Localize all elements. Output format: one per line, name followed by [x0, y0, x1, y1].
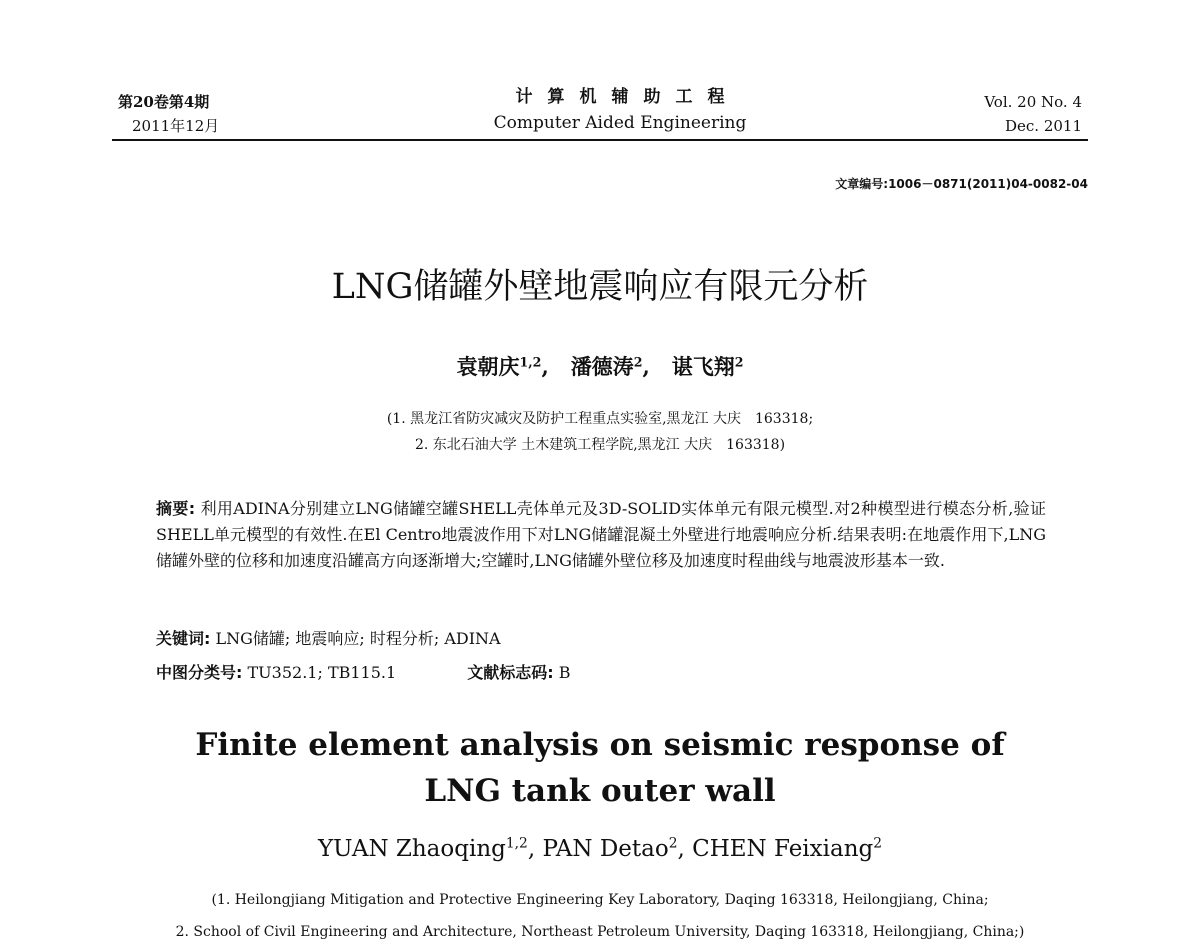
keywords-label: 关键词: — [156, 629, 211, 648]
author-name-en: YUAN Zhaoqing — [317, 836, 506, 862]
classification-line — [156, 660, 571, 686]
title-en-line: LNG tank outer wall — [424, 773, 776, 809]
affiliation-line: 2. 东北石油大学 土木建筑工程学院,黑龙江 大庆 163318) — [414, 437, 786, 453]
author-list-en: YUAN Zhaoqing$^{1,2}$, PAN Detao$^2$, CHEN Feixiang$^2$ — [317, 835, 883, 862]
abstract-label: 摘要: — [156, 499, 196, 518]
author-name-en: PAN Detao — [542, 836, 669, 862]
paper-title-cn: LNG储罐外壁地震响应有限元分析 — [331, 267, 869, 307]
title-en-line: Finite element analysis on seismic response of — [195, 727, 1005, 763]
author-name: 袁朝庆 — [456, 354, 520, 379]
author-list-cn: 袁朝庆$^{1,2}$, 潘德涛$^2$, 谌飞翔$^2$ — [456, 354, 744, 379]
volume-issue-en: Vol. 20 No. 4 — [984, 93, 1082, 111]
journal-title-en: Computer Aided Engineering — [493, 113, 747, 133]
journal-title-cn: 计算机辅助工程 — [515, 87, 740, 107]
author-affiliation-mark: 1,2 — [519, 354, 542, 370]
issue-date: 2011年12月 — [132, 117, 220, 135]
author-affiliation-mark: 2 — [873, 835, 883, 852]
author-affiliation-mark: 1,2 — [505, 835, 528, 852]
author-affiliation-mark: 2 — [668, 835, 678, 852]
volume-issue: 第20卷第4期 — [118, 93, 210, 111]
author-name-en: CHEN Feixiang — [692, 836, 874, 862]
author-name: 潘德涛 — [570, 354, 634, 379]
journal-volume-info — [118, 90, 219, 138]
classification-label: 中图分类号: — [156, 663, 243, 682]
classification-number: TU352.1; TB115.1 — [247, 663, 397, 682]
document-code-label: 文献标志码: — [467, 663, 554, 682]
header-divider — [112, 139, 1088, 141]
keywords-cn — [156, 626, 501, 652]
abstract-cn — [156, 496, 1046, 574]
affiliation-line: (1. 黑龙江省防灾减灾及防护工程重点实验室,黑龙江 大庆 163318; — [386, 411, 814, 427]
keywords-text: LNG储罐; 地震响应; 时程分析; ADINA — [215, 629, 501, 648]
article-number: 文章编号:1006－0871(2011)04-0082-04 — [835, 177, 1088, 191]
author-affiliation-mark: 2 — [734, 354, 744, 370]
author-name: 谌飞翔 — [671, 354, 735, 379]
affiliation-line-en: 2. School of Civil Engineering and Architecture, Northeast Petroleum University, Daqing 163318, Heilongjiang, China;) — [175, 924, 1025, 940]
paper-title-en — [0, 722, 1200, 814]
journal-title-block — [440, 84, 800, 136]
affiliations-en — [0, 884, 1200, 948]
affiliation-line-en: (1. Heilongjiang Mitigation and Protective Engineering Key Laboratory, Daqing 163318, Heilongjiang, China; — [211, 892, 989, 908]
abstract-text: 利用ADINA分别建立LNG储罐空罐SHELL壳体单元及3D-SOLID实体单元有限元模型.对2种模型进行模态分析,验证SHELL单元模型的有效性.在El Centro地震波作用下对LNG储罐混凝土外壁进行地震响应分析.结果表明:在地震作用下,LNG储罐外壁的位移和加速度沿罐高方向逐渐增大;空罐时,LNG储罐外壁位移及加速度时程曲线与地震波形基本一致. — [156, 499, 1046, 570]
author-affiliation-mark: 2 — [633, 354, 643, 370]
affiliations-cn — [0, 406, 1200, 458]
journal-volume-info-en — [984, 90, 1082, 138]
issue-date-en: Dec. 2011 — [1004, 117, 1082, 135]
document-code: B — [558, 663, 571, 682]
